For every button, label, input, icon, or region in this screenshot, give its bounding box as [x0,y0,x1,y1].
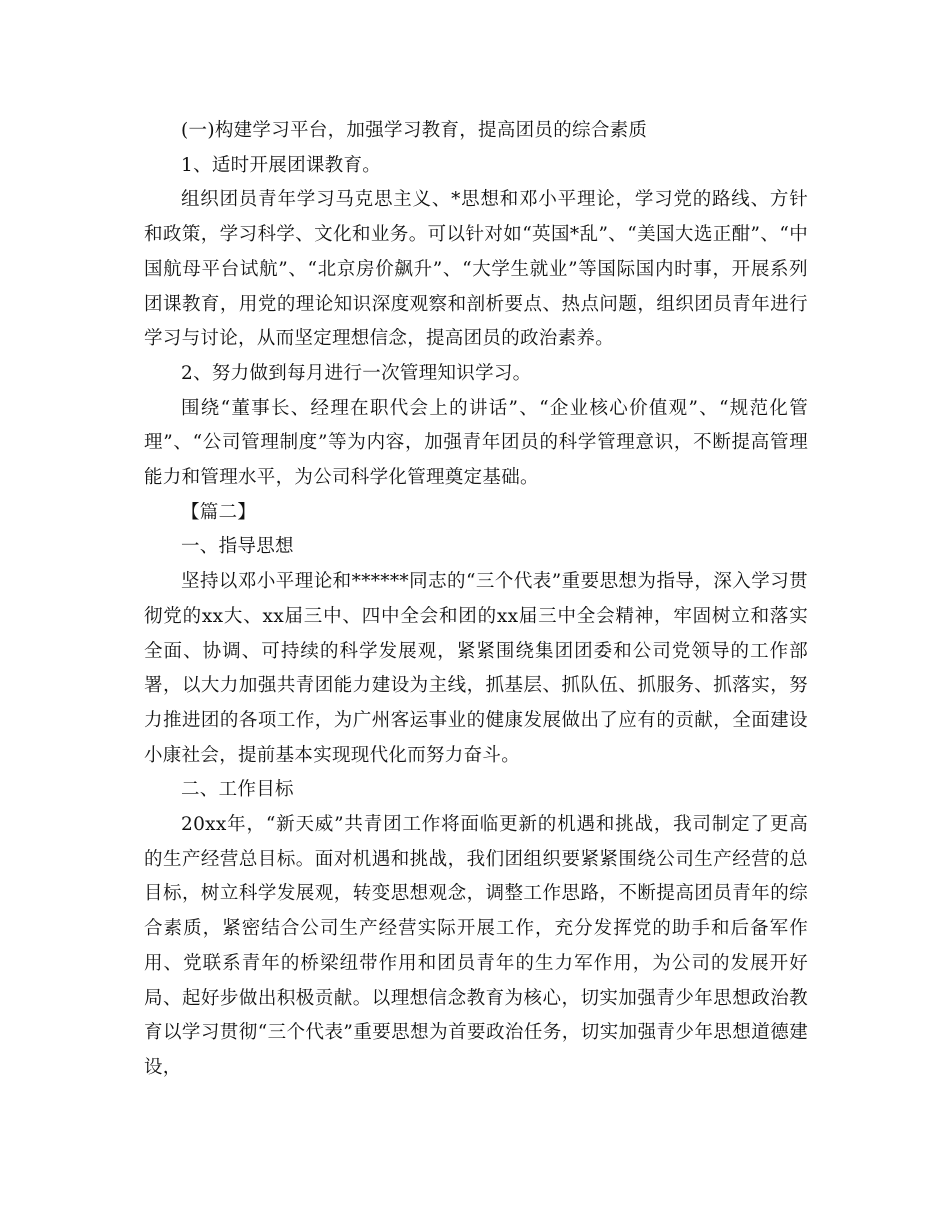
section-heading-learning-platform: (一)构建学习平台，加强学习教育，提高团员的综合素质 [181,120,648,141]
section-heading-guiding-thought: 一、指导思想 [181,536,294,558]
paragraph-league-class: 组织团员青年学习马克思主义、*思想和邓小平理论，学习党的路线、方针和政策，学习科学、文化和业务。可以针对如“英国*乱”、“美国大选正酣”、“中国航母平台试航”、“北京房价飙升”、“大学生就业”等国际国内时事，开展系列团课教育，用党的理论知识深度观察和剖析要点、热点问题，组织团员青年进行学习与讨论，从而坚定理想信念，提高团员的政治素养。 [144,189,808,350]
paragraph-management-study: 围绕“董事长、经理在职代会上的讲话”、“企业核心价值观”、“规范化管理”、“公司管理制度”等为内容，加强青年团员的科学管理意识，不断提高管理能力和管理水平，为公司科学化管理奠定基础。 [144,397,808,489]
subheading-league-class: 1、适时开展团课教育。 [181,154,382,176]
paragraph-work-goals: 20xx年，“新天威”共青团工作将面临更新的机遇和挑战，我司制定了更高的生产经营总目标。面对机遇和挑战，我们团组织要紧紧围绕公司生产经营的总目标，树立科学发展观，转变思想观念，调整工作思路，不断提高团员青年的综合素质，紧密结合公司生产经营实际开展工作，充分发挥党的助手和后备军作用、党联系青年的桥梁纽带作用和团员青年的生力军作用，为公司的发展开好局、起好步做出积极贡献。以理想信念教育为核心，切实加强青少年思想政治教育以学习贯彻“三个代表”重要思想为首要政治任务，切实加强青少年思想道德建设， [144,814,808,1078]
paragraph-guiding-thought: 坚持以邓小平理论和******同志的“三个代表”重要思想为指导，深入学习贯彻党的xx大、xx届三中、四中全会和团的xx届三中全会精神，牢固树立和落实全面、协调、可持续的科学发展观，紧紧围绕集团团委和公司党领导的工作部署，以大力加强共青团能力建设为主线，抓基层、抓队伍、抓服务、抓落实，努力推进团的各项工作，为广州客运事业的健康发展做出了应有的贡献，全面建设小康社会，提前基本实现现代化而努力奋斗。 [144,571,808,766]
section-heading-work-goals: 二、工作目标 [181,779,294,801]
document-body [144,114,808,1086]
chapter-heading-part-two: 【篇二】 [181,501,257,523]
subheading-management-study: 2、努力做到每月进行一次管理知识学习。 [181,362,532,384]
